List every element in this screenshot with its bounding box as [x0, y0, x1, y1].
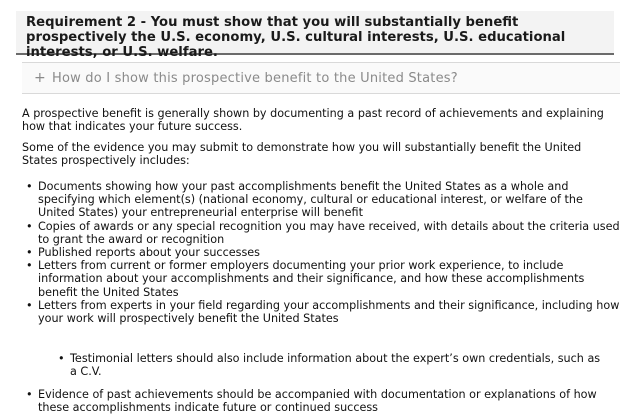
requirement-header [16, 11, 614, 60]
bullet-icon: • [26, 298, 33, 312]
accordion-title[interactable]: How do I show this prospective benefit to the United States? [52, 71, 458, 86]
list-item-text: Evidence of past achievements should be accompanied with documentation or explanations of how these accomplishments indicate future or continued success [38, 388, 597, 415]
list-item [20, 299, 620, 325]
list-item-text: Letters from experts in your field regarding your accomplishments and their significance, including how your work will prospectively benefit the United States [38, 298, 620, 326]
bullet-icon: • [26, 388, 33, 401]
paragraph-evidence-intro: Some of the evidence you may submit to demonstrate how you will substantially benefit the United States prospectively includes: [22, 141, 582, 168]
list-item [20, 220, 620, 246]
sub-list-item-text: Testimonial letters should also include information about the expert’s own credentials, such as a C.V. [70, 352, 601, 379]
list-item-text: Letters from current or former employers documenting your prior work experience, to include information about your accomplishments and their significance, and how these accomplishments benefit the United States [38, 259, 585, 299]
bullet-icon: • [26, 246, 33, 260]
plus-icon[interactable]: + [34, 70, 46, 86]
list-item-text: Documents showing how your past accomplishments benefit the United States as a whole and specifying which element(s) (national economy, cultural or educational interest, or welfare of the United States) your entrepreneurial enterprise will benefit [38, 180, 583, 220]
requirement-title: Requirement 2 - You must show that you will substantially benefit prospectively the U.S. economy, U.S. cultural interests, U.S. educational interests, or U.S. welfare. [26, 15, 566, 60]
accordion-prospective-benefit[interactable] [22, 62, 620, 94]
bullet-icon: • [26, 259, 33, 273]
list-item-text: Published reports about your successes [38, 246, 260, 260]
list-item [20, 180, 620, 220]
paragraph-intro: A prospective benefit is generally shown by documenting a past record of achievements and explaining how that indicates your future success. [22, 107, 604, 134]
bullet-icon: • [26, 219, 33, 233]
list-item [20, 259, 620, 299]
evidence-list [20, 180, 620, 325]
bullet-icon: • [58, 352, 65, 365]
list-item [20, 246, 620, 259]
list-item-text: Copies of awards or any special recognition you may have received, with details about the criteria used to grant the award or recognition [38, 219, 620, 246]
bullet-icon: • [26, 180, 33, 193]
